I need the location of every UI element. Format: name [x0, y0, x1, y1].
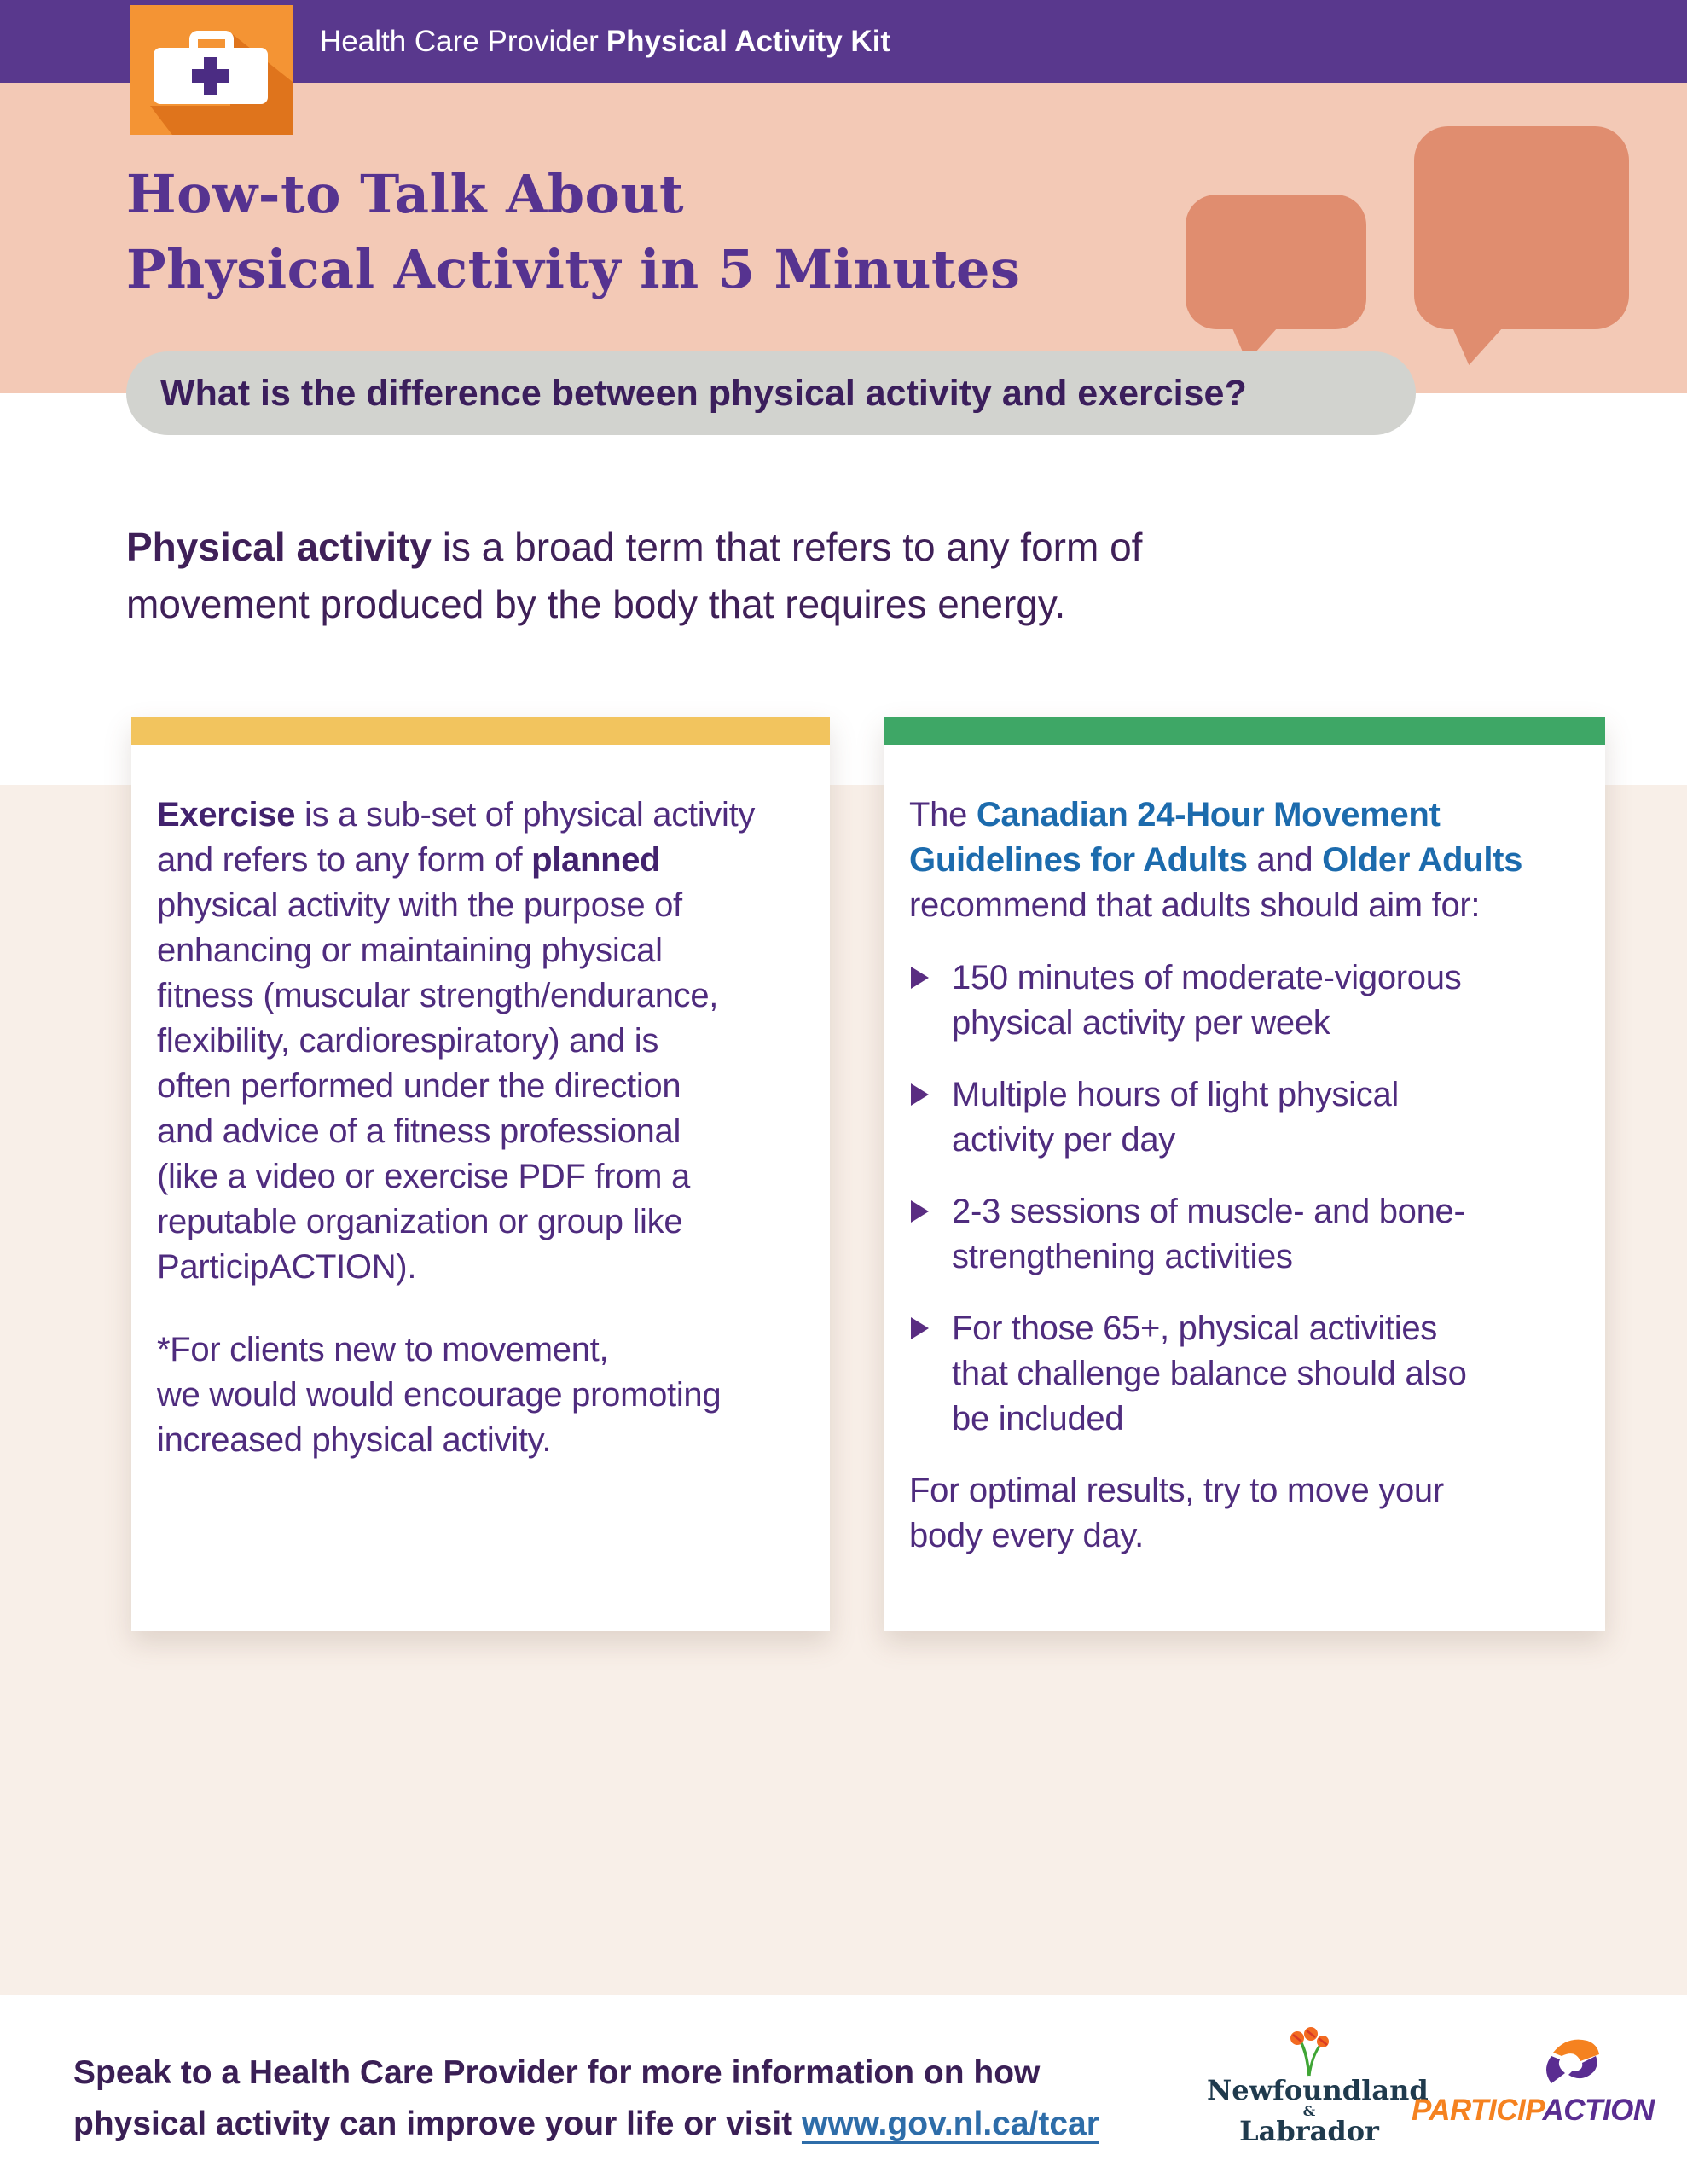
text-line: ParticipACTION).	[157, 1248, 417, 1286]
page-title-line1: How-to Talk About	[126, 163, 685, 225]
text-line: we would would encourage promoting	[157, 1376, 722, 1414]
footer-message	[73, 2048, 1099, 2150]
text-line: 2-3 sessions of muscle- and bone-	[952, 1193, 1465, 1230]
list-item	[909, 956, 1591, 1046]
medical-cross-icon	[192, 69, 229, 83]
text-line: (like a video or exercise PDF from a	[157, 1158, 690, 1195]
text-line: that challenge balance should also	[952, 1355, 1467, 1392]
text-line: increased physical activity.	[157, 1421, 552, 1459]
text-line: physical activity with the purpose of	[157, 886, 682, 924]
guidelines-link-text: Canadian 24-Hour Movement	[976, 796, 1441, 834]
intro-rest: is a broad term that refers to any form of	[431, 525, 1143, 569]
text-segment: The	[909, 796, 977, 834]
pitcher-plant-icon	[1283, 2027, 1336, 2077]
guidelines-link-text: Older Adults	[1322, 841, 1523, 879]
guidelines-card	[884, 717, 1605, 1631]
kit-title-regular: Health Care Provider	[320, 25, 599, 58]
text-line: strengthening activities	[952, 1238, 1293, 1275]
bullet-arrow-icon	[911, 967, 929, 989]
list-item	[909, 1189, 1591, 1280]
logo-text: PARTICIP	[1412, 2094, 1543, 2127]
text-line: enhancing or maintaining physical	[157, 932, 663, 969]
list-item	[909, 1306, 1591, 1442]
text-line: movement produced by the body that requires energy.	[126, 582, 1066, 626]
speech-bubble-large-icon	[1414, 126, 1629, 329]
intro-paragraph	[126, 519, 1142, 633]
kit-title	[320, 0, 890, 83]
footer-link[interactable]: www.gov.nl.ca/tcar	[801, 2106, 1099, 2142]
logo-text: Newfoundland	[1207, 2074, 1429, 2106]
page-title	[126, 157, 1020, 307]
text-line	[157, 793, 816, 838]
exercise-card-accent-bar	[131, 717, 830, 745]
bullet-arrow-icon	[911, 1317, 929, 1339]
guidelines-card-accent-bar	[884, 717, 1605, 745]
text-line: fitness (muscular strength/endurance,	[157, 977, 719, 1014]
text-segment: is a sub-set of physical activity	[295, 796, 756, 834]
text-line: *For clients new to movement,	[157, 1331, 609, 1368]
text-line: and advice of a fitness professional	[157, 1112, 681, 1150]
page-title-line2: Physical Activity in 5 Minutes	[126, 238, 1021, 300]
guidelines-bullet-list	[909, 956, 1591, 1442]
optimal-results-note	[909, 1468, 1591, 1559]
guidelines-link-text: Guidelines for Adults	[909, 841, 1248, 879]
text-segment: physical activity can improve your life or visit	[73, 2106, 802, 2142]
participaction-logo	[1412, 2034, 1655, 2128]
text-line	[157, 838, 816, 883]
logo-text	[1412, 2094, 1655, 2128]
text-segment: and refers to any form of	[157, 841, 532, 879]
text-line	[73, 2099, 1099, 2150]
text-line: Speak to a Health Care Provider for more information on how	[73, 2054, 1041, 2091]
text-line	[126, 519, 1142, 576]
bullet-arrow-icon	[911, 1083, 929, 1106]
text-line: physical activity per week	[952, 1004, 1330, 1042]
newfoundland-labrador-logo	[1207, 2027, 1429, 2147]
text-segment: and	[1247, 841, 1323, 879]
question-banner: What is the difference between physical activity and exercise?	[126, 351, 1416, 435]
exercise-card-body	[131, 745, 830, 1463]
text-line: often performed under the direction	[157, 1067, 681, 1105]
text-line: flexibility, cardiorespiratory) and is	[157, 1022, 659, 1060]
text-line	[909, 838, 1591, 883]
speech-bubble-small-icon	[1186, 195, 1366, 329]
exercise-bold: Exercise	[157, 796, 296, 834]
logo-text: &	[1302, 2103, 1316, 2119]
bullet-arrow-icon	[911, 1200, 929, 1223]
text-line: be included	[952, 1400, 1124, 1438]
participaction-pinwheel-icon	[1538, 2034, 1603, 2090]
text-line: recommend that adults should aim for:	[909, 886, 1481, 924]
text-line: activity per day	[952, 1121, 1175, 1159]
first-aid-kit-icon	[130, 5, 293, 135]
text-line: reputable organization or group like	[157, 1203, 683, 1240]
exercise-card	[131, 717, 830, 1631]
kit-case	[154, 48, 268, 104]
text-line: For those 65+, physical activities	[952, 1310, 1437, 1347]
list-item	[909, 1072, 1591, 1163]
guidelines-card-body	[884, 745, 1605, 1559]
intro-bold: Physical activity	[126, 525, 432, 569]
client-note	[157, 1327, 816, 1463]
planned-bold: planned	[531, 841, 661, 879]
logo-text: ACTION	[1542, 2094, 1655, 2127]
text-line	[909, 793, 1591, 838]
kit-title-bold: Physical Activity Kit	[606, 25, 891, 58]
logo-text: Labrador	[1239, 2115, 1379, 2147]
text-line: 150 minutes of moderate-vigorous	[952, 959, 1462, 996]
text-line: Multiple hours of light physical	[952, 1076, 1399, 1113]
text-line: body every day.	[909, 1517, 1144, 1554]
text-line: For optimal results, try to move your	[909, 1472, 1444, 1509]
